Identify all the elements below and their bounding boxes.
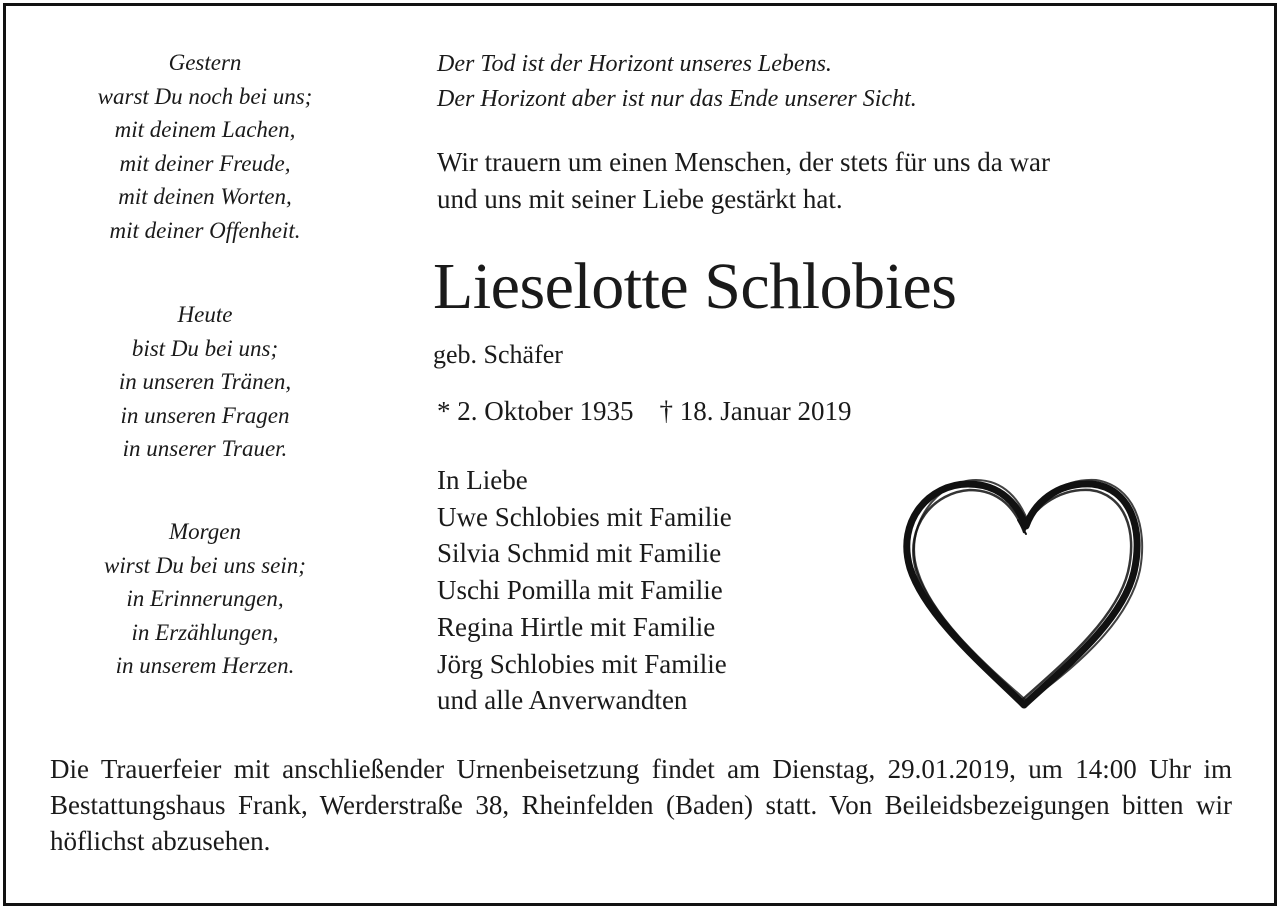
death-date: † 18. Januar 2019 xyxy=(659,396,852,426)
funeral-notice: Die Trauerfeier mit anschließender Urnenbeisetzung findet am Dienstag, 29.01.2019, um 14:00 Uhr im Bestattungshaus Frank, Werderstraße 38, Rheinfelden (Baden) statt. Von Beileidsbezeigungen bitten wir höflichst abzusehen. xyxy=(50,754,1232,856)
poem-line: mit deinen Worten, xyxy=(118,184,292,209)
family-line: Uwe Schlobies mit Familie xyxy=(437,501,732,532)
family-line: Silvia Schmid mit Familie xyxy=(437,538,722,569)
poem-line: in unseren Fragen xyxy=(120,402,290,428)
family-line: Regina Hirtle mit Familie xyxy=(437,611,716,642)
poem-line: in Erzählungen, xyxy=(131,619,279,645)
horizon-quote xyxy=(437,47,917,117)
quote-line: Der Horizont aber ist nur das Ende unserer Sicht. xyxy=(437,86,917,112)
life-dates xyxy=(437,393,851,429)
family-line: Jörg Schlobies mit Familie xyxy=(437,648,727,679)
family-line: und alle Anverwandten xyxy=(437,685,688,716)
poem-line: in unserem Herzen. xyxy=(115,653,295,678)
poem-line: bist Du bei uns; xyxy=(131,335,279,361)
poem-line: Gestern xyxy=(168,50,242,75)
intro-line: Wir trauern um einen Menschen, der stets für uns da war xyxy=(437,147,1050,177)
intro-line: und uns mit seiner Liebe gestärkt hat. xyxy=(437,184,843,214)
poem-line: Morgen xyxy=(169,519,241,544)
deceased-name: Lieselotte Schlobies xyxy=(433,250,957,323)
family-line: In Liebe xyxy=(437,465,528,495)
heart-icon xyxy=(896,476,1146,714)
family-list xyxy=(437,462,732,719)
mourning-intro xyxy=(437,144,1050,218)
poem-line: wirst Du bei uns sein; xyxy=(104,552,306,578)
poem-line: mit deinem Lachen, xyxy=(114,117,296,142)
poem-line: Heute xyxy=(177,302,233,327)
poem-line: mit deiner Freude, xyxy=(119,150,291,176)
birth-name: geb. Schäfer xyxy=(433,340,563,369)
family-line: Uschi Pomilla mit Familie xyxy=(437,575,723,606)
poem-today xyxy=(50,298,360,466)
poem-line: in unseren Tränen, xyxy=(118,369,292,394)
poem-tomorrow xyxy=(50,515,360,683)
poem-line: in Erinnerungen, xyxy=(126,586,284,611)
poem-line: warst Du noch bei uns; xyxy=(97,83,313,109)
poem-line: in unserer Trauer. xyxy=(122,436,288,461)
poem-yesterday xyxy=(50,46,360,247)
poem-line: mit deiner Offenheit. xyxy=(109,217,301,243)
quote-line: Der Tod ist der Horizont unseres Lebens. xyxy=(437,51,832,77)
birth-date: * 2. Oktober 1935 xyxy=(437,396,634,426)
